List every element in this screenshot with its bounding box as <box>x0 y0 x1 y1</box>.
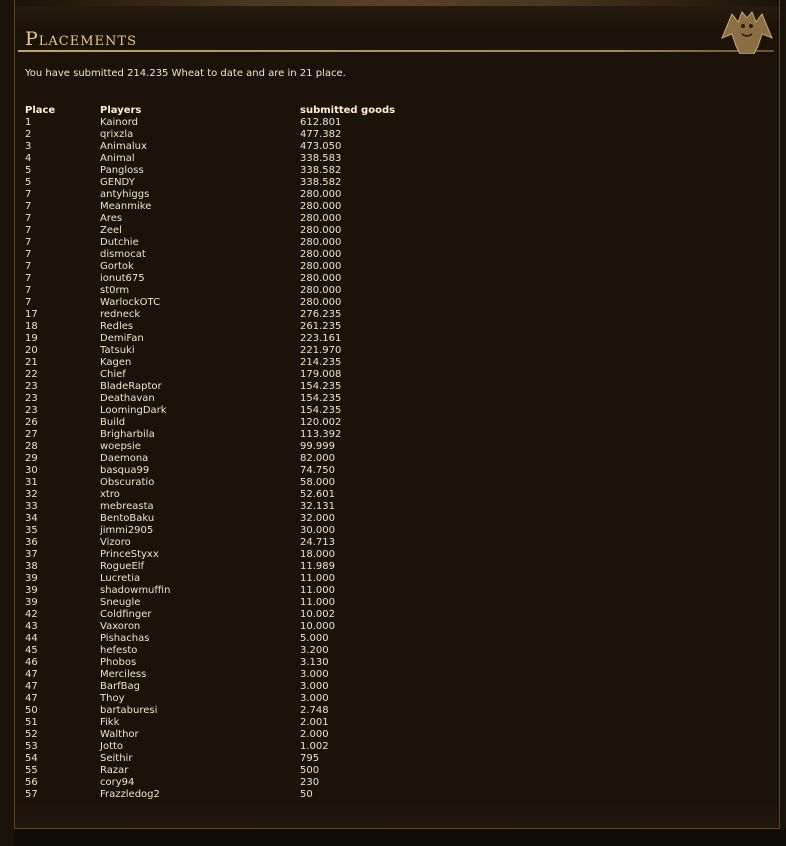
table-row <box>25 609 420 621</box>
cell-player: Frazzledog2 <box>100 789 160 800</box>
cell-place: 52 <box>25 729 38 740</box>
cell-goods: 154.235 <box>300 393 342 404</box>
table-row <box>25 165 420 177</box>
cell-goods: 280.000 <box>300 285 342 296</box>
cell-goods: 280.000 <box>300 237 342 248</box>
cell-player: Razar <box>100 765 129 776</box>
cell-player: Deathavan <box>100 393 155 404</box>
cell-goods: 32.131 <box>300 501 335 512</box>
cell-player: WarlockOTC <box>100 297 161 308</box>
table-row <box>25 525 420 537</box>
cell-player: Lucretia <box>100 573 141 584</box>
cell-player: redneck <box>100 309 141 320</box>
cell-goods: 52.601 <box>300 489 335 500</box>
cell-player: Sneugle <box>100 597 141 608</box>
cell-place: 23 <box>25 393 38 404</box>
cell-player: antyhiggs <box>100 189 150 200</box>
table-row <box>25 597 420 609</box>
table-row <box>25 705 420 717</box>
cell-goods: 1.002 <box>300 741 329 752</box>
cell-goods: 11.000 <box>300 597 335 608</box>
table-row <box>25 369 420 381</box>
table-row <box>25 177 420 189</box>
cell-goods: 280.000 <box>300 189 342 200</box>
cell-place: 50 <box>25 705 38 716</box>
cell-place: 7 <box>25 237 32 248</box>
table-row <box>25 489 420 501</box>
cell-goods: 11.989 <box>300 561 335 572</box>
cell-player: xtro <box>100 489 120 500</box>
cell-place: 3 <box>25 141 32 152</box>
table-row <box>25 681 420 693</box>
table-row <box>25 417 420 429</box>
cell-player: qrixzla <box>100 129 134 140</box>
table-row <box>25 477 420 489</box>
cell-player: mebreasta <box>100 501 154 512</box>
table-row <box>25 621 420 633</box>
table-row <box>25 561 420 573</box>
cell-player: ionut675 <box>100 273 145 284</box>
cell-player: Tatsuki <box>100 345 135 356</box>
cell-place: 7 <box>25 249 32 260</box>
cell-player: Gortok <box>100 261 134 272</box>
cell-place: 54 <box>25 753 38 764</box>
cell-player: Coldfinger <box>100 609 152 620</box>
cell-place: 2 <box>25 129 32 140</box>
cell-place: 20 <box>25 345 38 356</box>
cell-goods: 795 <box>300 753 320 764</box>
cell-goods: 477.382 <box>300 129 342 140</box>
table-row <box>25 717 420 729</box>
cell-place: 32 <box>25 489 38 500</box>
cell-player: Animal <box>100 153 135 164</box>
cell-place: 7 <box>25 273 32 284</box>
cell-goods: 3.000 <box>300 693 329 704</box>
cell-place: 57 <box>25 789 38 800</box>
cell-place: 53 <box>25 741 38 752</box>
cell-player: bartaburesi <box>100 705 158 716</box>
table-row <box>25 669 420 681</box>
cell-player: LoomingDark <box>100 405 167 416</box>
cell-player: BladeRaptor <box>100 381 162 392</box>
cell-place: 55 <box>25 765 38 776</box>
cell-goods: 24.713 <box>300 537 335 548</box>
cell-goods: 214.235 <box>300 357 342 368</box>
cell-place: 33 <box>25 501 38 512</box>
cell-goods: 2.001 <box>300 717 329 728</box>
cell-goods: 223.161 <box>300 333 342 344</box>
table-row <box>25 381 420 393</box>
cell-player: RogueElf <box>100 561 145 572</box>
table-row <box>25 297 420 309</box>
cell-player: PrinceStyxx <box>100 549 159 560</box>
cell-place: 36 <box>25 537 38 548</box>
gargoyle-icon <box>718 8 776 54</box>
cell-place: 43 <box>25 621 38 632</box>
cell-player: Seithir <box>100 753 133 764</box>
table-row <box>25 141 420 153</box>
cell-place: 7 <box>25 189 32 200</box>
cell-goods: 280.000 <box>300 297 342 308</box>
cell-goods: 154.235 <box>300 381 342 392</box>
cell-place: 5 <box>25 177 32 188</box>
cell-place: 38 <box>25 561 38 572</box>
cell-goods: 473.050 <box>300 141 342 152</box>
table-row <box>25 309 420 321</box>
table-row <box>25 789 420 801</box>
cell-goods: 74.750 <box>300 465 335 476</box>
cell-player: Meanmike <box>100 201 152 212</box>
cell-player: Zeel <box>100 225 122 236</box>
cell-goods: 32.000 <box>300 513 335 524</box>
cell-goods: 58.000 <box>300 477 335 488</box>
table-row <box>25 117 420 129</box>
cell-goods: 120.002 <box>300 417 342 428</box>
table-row <box>25 237 420 249</box>
table-row <box>25 753 420 765</box>
cell-goods: 221.970 <box>300 345 342 356</box>
table-row <box>25 465 420 477</box>
cell-place: 4 <box>25 153 32 164</box>
cell-goods: 10.002 <box>300 609 335 620</box>
table-row <box>25 333 420 345</box>
cell-place: 5 <box>25 165 32 176</box>
table-row <box>25 765 420 777</box>
cell-place: 35 <box>25 525 38 536</box>
table-row <box>25 213 420 225</box>
cell-place: 39 <box>25 573 38 584</box>
table-row <box>25 501 420 513</box>
cell-player: Merciless <box>100 669 147 680</box>
cell-player: Chief <box>100 369 126 380</box>
cell-player: GENDY <box>100 177 135 188</box>
table-row <box>25 645 420 657</box>
cell-player: Vizoro <box>100 537 131 548</box>
bottom-strip <box>14 829 786 846</box>
cell-player: Fikk <box>100 717 120 728</box>
cell-goods: 338.583 <box>300 153 342 164</box>
cell-player: Walthor <box>100 729 139 740</box>
cell-goods: 10.000 <box>300 621 335 632</box>
cell-place: 22 <box>25 369 38 380</box>
table-row <box>25 285 420 297</box>
cell-player: Daemona <box>100 453 149 464</box>
cell-player: st0rm <box>100 285 130 296</box>
cell-player: Jotto <box>100 741 124 752</box>
cell-player: DemiFan <box>100 333 144 344</box>
cell-player: Dutchie <box>100 237 139 248</box>
table-row <box>25 153 420 165</box>
table-row <box>25 585 420 597</box>
cell-place: 45 <box>25 645 38 656</box>
cell-goods: 276.235 <box>300 309 342 320</box>
table-row <box>25 261 420 273</box>
title-divider <box>18 50 774 52</box>
table-row <box>25 273 420 285</box>
cell-goods: 280.000 <box>300 261 342 272</box>
cell-place: 39 <box>25 585 38 596</box>
cell-place: 39 <box>25 597 38 608</box>
table-row <box>25 537 420 549</box>
cell-player: Obscuratio <box>100 477 155 488</box>
cell-place: 42 <box>25 609 38 620</box>
cell-goods: 179.008 <box>300 369 342 380</box>
cell-goods: 5.000 <box>300 633 329 644</box>
cell-place: 7 <box>25 213 32 224</box>
page-title: Placements <box>25 28 137 50</box>
cell-place: 17 <box>25 309 38 320</box>
cell-place: 44 <box>25 633 38 644</box>
cell-place: 7 <box>25 297 32 308</box>
cell-goods: 2.748 <box>300 705 329 716</box>
table-row <box>25 657 420 669</box>
cell-place: 19 <box>25 333 38 344</box>
cell-goods: 338.582 <box>300 165 342 176</box>
cell-player: Pishachas <box>100 633 150 644</box>
cell-goods: 11.000 <box>300 573 335 584</box>
cell-goods: 18.000 <box>300 549 335 560</box>
cell-place: 7 <box>25 201 32 212</box>
cell-place: 7 <box>25 261 32 272</box>
cell-place: 37 <box>25 549 38 560</box>
table-row <box>25 393 420 405</box>
cell-goods: 3.000 <box>300 669 329 680</box>
table-body <box>25 117 420 801</box>
cell-goods: 280.000 <box>300 249 342 260</box>
table-row <box>25 249 420 261</box>
cell-player: Vaxoron <box>100 621 141 632</box>
cell-place: 47 <box>25 681 38 692</box>
cell-goods: 11.000 <box>300 585 335 596</box>
cell-place: 23 <box>25 381 38 392</box>
cell-player: Pangloss <box>100 165 144 176</box>
cell-player: Phobos <box>100 657 137 668</box>
cell-place: 47 <box>25 669 38 680</box>
cell-player: Animalux <box>100 141 147 152</box>
table-header-row <box>25 105 420 117</box>
cell-place: 27 <box>25 429 38 440</box>
table-row <box>25 189 420 201</box>
cell-place: 18 <box>25 321 38 332</box>
cell-place: 30 <box>25 465 38 476</box>
cell-place: 21 <box>25 357 38 368</box>
cell-place: 34 <box>25 513 38 524</box>
cell-goods: 338.582 <box>300 177 342 188</box>
table-row <box>25 633 420 645</box>
cell-place: 7 <box>25 285 32 296</box>
cell-place: 28 <box>25 441 38 452</box>
table-row <box>25 573 420 585</box>
cell-place: 23 <box>25 405 38 416</box>
header-players: Players <box>100 105 142 116</box>
intro-text: You have submitted 214.235 Wheat to date and are in 21 place. <box>25 68 346 79</box>
table-row <box>25 321 420 333</box>
cell-player: shadowmuffin <box>100 585 171 596</box>
placements-table <box>25 105 420 801</box>
table-row <box>25 441 420 453</box>
cell-player: Redles <box>100 321 134 332</box>
cell-player: BentoBaku <box>100 513 155 524</box>
top-decoration <box>15 0 779 6</box>
cell-place: 47 <box>25 693 38 704</box>
cell-player: cory94 <box>100 777 135 788</box>
table-row <box>25 405 420 417</box>
cell-place: 7 <box>25 225 32 236</box>
cell-player: Kagen <box>100 357 132 368</box>
table-row <box>25 777 420 789</box>
table-row <box>25 345 420 357</box>
cell-goods: 82.000 <box>300 453 335 464</box>
cell-player: basqua99 <box>100 465 150 476</box>
table-row <box>25 741 420 753</box>
cell-player: hefesto <box>100 645 138 656</box>
cell-goods: 280.000 <box>300 273 342 284</box>
cell-player: dismocat <box>100 249 146 260</box>
cell-goods: 3.000 <box>300 681 329 692</box>
cell-player: Kainord <box>100 117 139 128</box>
cell-place: 51 <box>25 717 38 728</box>
cell-goods: 280.000 <box>300 201 342 212</box>
cell-goods: 2.000 <box>300 729 329 740</box>
cell-goods: 50 <box>300 789 313 800</box>
cell-place: 56 <box>25 777 38 788</box>
cell-player: Ares <box>100 213 123 224</box>
cell-goods: 113.392 <box>300 429 342 440</box>
cell-goods: 612.801 <box>300 117 342 128</box>
table-row <box>25 693 420 705</box>
cell-place: 29 <box>25 453 38 464</box>
cell-goods: 280.000 <box>300 225 342 236</box>
table-row <box>25 453 420 465</box>
cell-goods: 154.235 <box>300 405 342 416</box>
cell-goods: 500 <box>300 765 320 776</box>
header-place: Place <box>25 105 56 116</box>
cell-goods: 261.235 <box>300 321 342 332</box>
table-row <box>25 225 420 237</box>
cell-player: woepsie <box>100 441 141 452</box>
cell-place: 26 <box>25 417 38 428</box>
cell-goods: 99.999 <box>300 441 335 452</box>
cell-goods: 3.130 <box>300 657 329 668</box>
cell-goods: 230 <box>300 777 320 788</box>
cell-player: jimmi2905 <box>100 525 154 536</box>
table-row <box>25 201 420 213</box>
table-row <box>25 129 420 141</box>
cell-player: Brigharbila <box>100 429 155 440</box>
cell-goods: 280.000 <box>300 213 342 224</box>
cell-place: 46 <box>25 657 38 668</box>
header-goods: submitted goods <box>300 105 396 116</box>
cell-player: Build <box>100 417 126 428</box>
table-row <box>25 513 420 525</box>
cell-player: BarfBag <box>100 681 140 692</box>
cell-goods: 30.000 <box>300 525 335 536</box>
cell-place: 1 <box>25 117 32 128</box>
table-row <box>25 549 420 561</box>
table-row <box>25 357 420 369</box>
table-row <box>25 729 420 741</box>
cell-player: Thoy <box>100 693 125 704</box>
cell-place: 31 <box>25 477 38 488</box>
table-row <box>25 429 420 441</box>
cell-goods: 3.200 <box>300 645 329 656</box>
